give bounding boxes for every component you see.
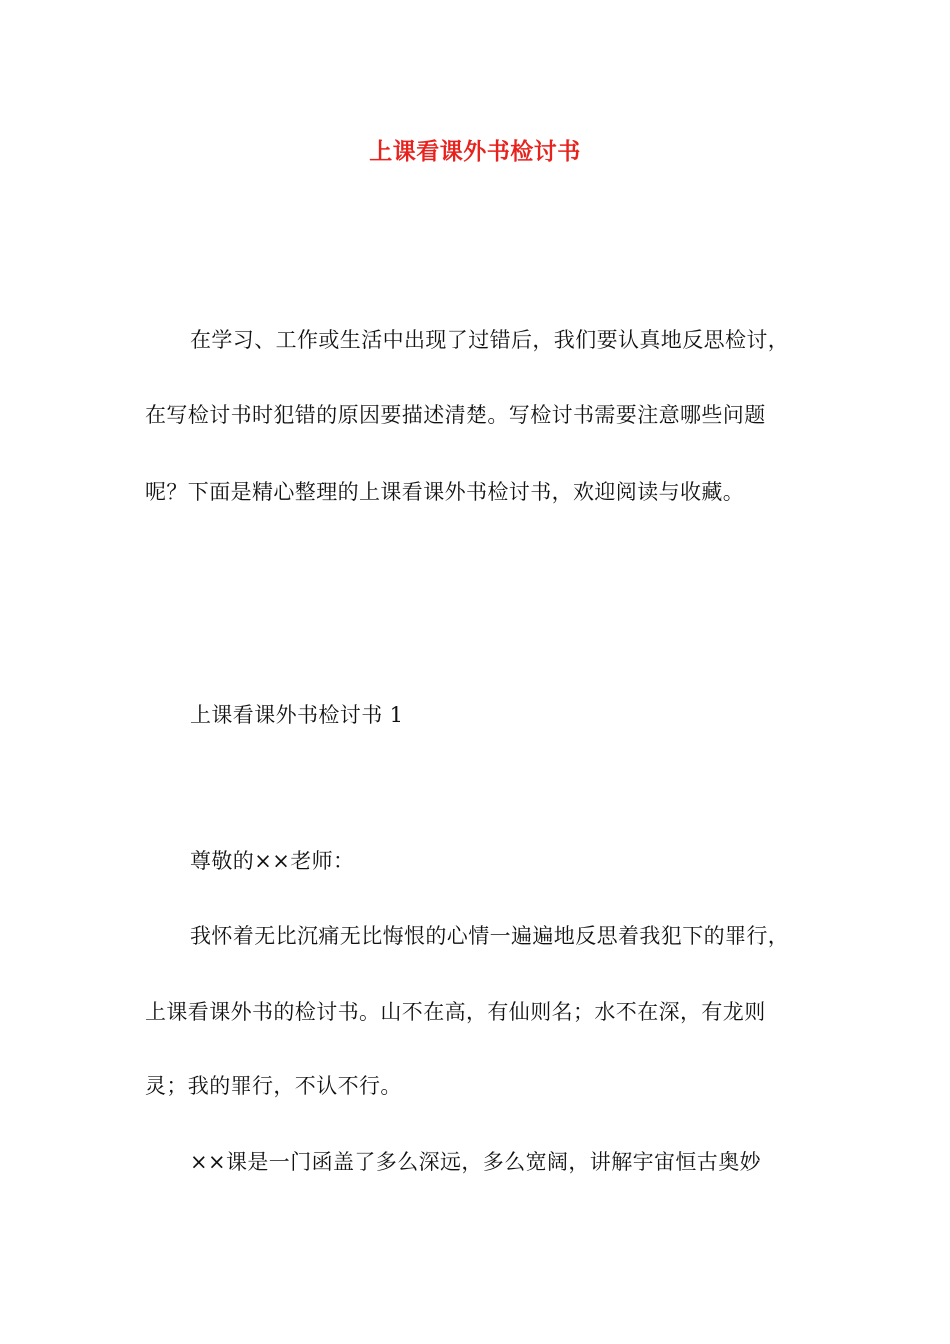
intro-line-3: 呢？下面是精心整理的上课看课外书检讨书，欢迎阅读与收藏。 <box>145 480 745 504</box>
salutation: 尊敬的××老师： <box>190 849 355 873</box>
paragraph-1-line-2: 上课看课外书的检讨书。山不在高，有仙则名；水不在深，有龙则 <box>145 1000 766 1024</box>
paragraph-2-line-1: ××课是一门函盖了多么深远，多么宽阔，讲解宇宙恒古奥妙 <box>190 1150 761 1174</box>
intro-line-1: 在学习、工作或生活中出现了过错后，我们要认真地反思检讨， <box>190 328 790 352</box>
paragraph-1-line-3: 灵；我的罪行，不认不行。 <box>145 1074 402 1098</box>
paragraph-1-line-1: 我怀着无比沉痛无比悔恨的心情一遍遍地反思着我犯下的罪行， <box>190 924 790 948</box>
intro-line-2: 在写检讨书时犯错的原因要描述清楚。写检讨书需要注意哪些问题 <box>145 403 766 427</box>
section-heading: 上课看课外书检讨书 1 <box>190 703 404 727</box>
document-title: 上课看课外书检讨书 <box>369 138 581 165</box>
